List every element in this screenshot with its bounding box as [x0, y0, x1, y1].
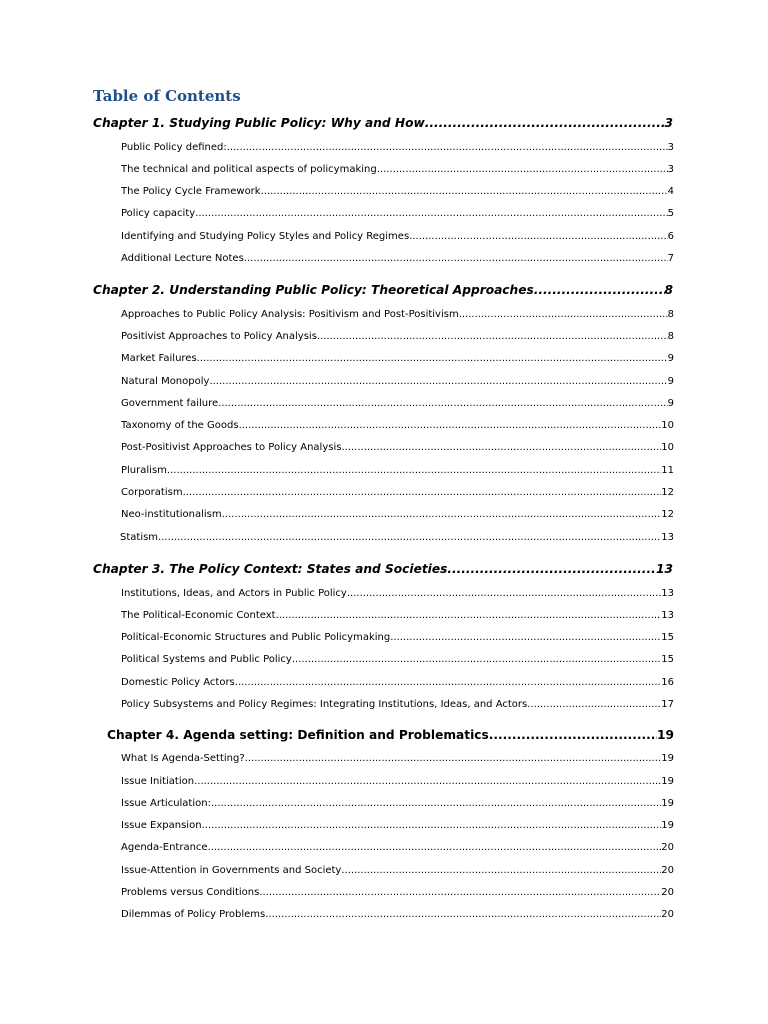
entry-label: Domestic Policy Actors [121, 677, 235, 688]
toc-entry[interactable] [121, 376, 674, 387]
dot-leader [347, 588, 661, 599]
entry-label: Issue Articulation: [121, 798, 211, 809]
entry-page: 8 [667, 331, 674, 342]
toc-entry[interactable] [121, 309, 674, 320]
dot-leader [245, 753, 662, 764]
toc-entry[interactable] [121, 331, 674, 342]
entry-page: 7 [667, 253, 674, 264]
toc-entry[interactable] [121, 798, 674, 809]
dot-leader [261, 186, 668, 197]
entry-page: 13 [661, 610, 674, 621]
chapter-page: 3 [664, 116, 673, 130]
dot-leader [341, 442, 661, 453]
toc-entry[interactable] [121, 909, 674, 920]
entry-page: 15 [661, 632, 674, 643]
entry-label: The technical and political aspects of policymaking [121, 164, 377, 175]
dot-leader [167, 465, 661, 476]
dot-leader [208, 842, 662, 853]
toc-entry[interactable] [121, 231, 674, 242]
entry-label: Agenda-Entrance [121, 842, 208, 853]
toc-chapter-4[interactable] [107, 728, 674, 742]
entry-label: Problems versus Conditions [121, 887, 260, 898]
entry-label: Policy Subsystems and Policy Regimes: Integrating Institutions, Ideas, and Actors [121, 699, 528, 710]
entry-label: Government failure [121, 398, 219, 409]
entry-page: 19 [661, 798, 674, 809]
dot-leader [194, 776, 661, 787]
entry-page: 10 [661, 442, 674, 453]
toc-entry[interactable] [121, 142, 674, 153]
chapter-label: Chapter 2. Understanding Public Policy: Theoretical Approaches [93, 283, 534, 297]
entry-page: 19 [661, 820, 674, 831]
dot-leader [459, 309, 668, 320]
entry-page: 16 [661, 677, 674, 688]
entry-page: 20 [661, 842, 674, 853]
dot-leader [227, 142, 668, 153]
entry-page: 9 [667, 353, 674, 364]
chapter-page: 19 [657, 728, 674, 742]
entry-page: 12 [661, 487, 674, 498]
entry-page: 10 [661, 420, 674, 431]
entry-label: Market Failures [121, 353, 197, 364]
toc-entry[interactable] [121, 753, 674, 764]
dot-leader [239, 420, 662, 431]
entry-label: Additional Lecture Notes [121, 253, 244, 264]
entry-label: The Political-Economic Context [121, 610, 276, 621]
dot-leader [276, 610, 662, 621]
entry-label: Public Policy defined: [121, 142, 227, 153]
dot-leader [183, 487, 662, 498]
entry-page: 4 [667, 186, 674, 197]
toc-entry[interactable] [121, 208, 674, 219]
toc-chapter-2[interactable] [93, 283, 673, 297]
entry-page: 19 [661, 776, 674, 787]
entry-page: 3 [667, 164, 674, 175]
entry-page: 3 [667, 142, 674, 153]
entry-label: Neo-institutionalism [121, 509, 222, 520]
entry-page: 13 [661, 532, 674, 543]
entry-page: 19 [661, 753, 674, 764]
entry-page: 12 [661, 509, 674, 520]
entry-page: 11 [661, 465, 674, 476]
entry-label: Institutions, Ideas, and Actors in Public Policy [121, 588, 347, 599]
entry-page: 5 [667, 208, 674, 219]
toc-entry[interactable] [120, 532, 674, 543]
entry-label: Natural Monopoly [121, 376, 210, 387]
entry-page: 9 [667, 376, 674, 387]
entry-label: Dilemmas of Policy Problems [121, 909, 266, 920]
dot-leader [377, 164, 668, 175]
entry-label: Approaches to Public Policy Analysis: Positivism and Post-Positivism [121, 309, 459, 320]
entry-page: 8 [667, 309, 674, 320]
toc-entry[interactable] [121, 632, 674, 643]
toc-entry[interactable] [121, 186, 674, 197]
entry-page: 13 [661, 588, 674, 599]
toc-entry[interactable] [121, 610, 674, 621]
dot-leader [425, 116, 665, 130]
dot-leader [222, 509, 662, 520]
toc-chapter-1[interactable] [93, 116, 673, 130]
dot-leader [409, 231, 667, 242]
chapter-page: 13 [656, 562, 673, 576]
entry-label: Taxonomy of the Goods [121, 420, 239, 431]
toc-entry[interactable] [121, 164, 674, 175]
entry-label: Issue Expansion [121, 820, 202, 831]
dot-leader [202, 820, 662, 831]
dot-leader [341, 865, 661, 876]
dot-leader [447, 562, 656, 576]
chapter-label: Chapter 1. Studying Public Policy: Why and How [93, 116, 425, 130]
toc-entry[interactable] [121, 842, 674, 853]
dot-leader [197, 353, 668, 364]
entry-page: 9 [667, 398, 674, 409]
chapter-page: 8 [664, 283, 673, 297]
dot-leader [259, 887, 661, 898]
dot-leader [527, 699, 661, 710]
entry-label: Corporatism [121, 487, 183, 498]
toc-entry[interactable] [121, 253, 674, 264]
toc-entry[interactable] [121, 677, 674, 688]
toc-entry[interactable] [121, 398, 674, 409]
toc-entry[interactable] [121, 776, 674, 787]
toc-entry[interactable] [121, 887, 674, 898]
dot-leader [244, 253, 668, 264]
toc-entry[interactable] [121, 654, 674, 665]
entry-page: 15 [661, 654, 674, 665]
dot-leader [317, 331, 668, 342]
dot-leader [292, 654, 661, 665]
entry-page: 20 [661, 865, 674, 876]
dot-leader [158, 532, 661, 543]
entry-label: The Policy Cycle Framework [121, 186, 261, 197]
dot-leader [211, 798, 661, 809]
toc-entry[interactable] [121, 699, 674, 710]
entry-label: Pluralism [121, 465, 167, 476]
entry-page: 20 [661, 887, 674, 898]
toc-entry[interactable] [121, 509, 674, 520]
dot-leader [218, 398, 667, 409]
chapter-label: Chapter 3. The Policy Context: States and Societies [93, 562, 448, 576]
toc-chapter-3[interactable] [93, 562, 673, 576]
entry-page: 6 [667, 231, 674, 242]
entry-label: Positivist Approaches to Policy Analysis [121, 331, 317, 342]
entry-label: Political Systems and Public Policy [121, 654, 292, 665]
entry-label: What Is Agenda-Setting? [121, 753, 245, 764]
entry-label: Post-Positivist Approaches to Policy Analysis [121, 442, 342, 453]
toc-entry[interactable] [121, 465, 674, 476]
dot-leader [235, 677, 662, 688]
dot-leader [209, 376, 667, 387]
dot-leader [390, 632, 661, 643]
dot-leader [265, 909, 661, 920]
entry-label: Issue-Attention in Governments and Society [121, 865, 342, 876]
toc-entry[interactable] [121, 588, 674, 599]
entry-label: Statism [120, 532, 159, 543]
toc-entry[interactable] [121, 420, 674, 431]
toc-entry[interactable] [121, 487, 674, 498]
entry-label: Issue Initiation [121, 776, 195, 787]
entry-page: 17 [661, 699, 674, 710]
entry-page: 20 [661, 909, 674, 920]
dot-leader [195, 208, 667, 219]
toc-entry[interactable] [121, 865, 674, 876]
toc-entry[interactable] [121, 442, 674, 453]
chapter-label: Chapter 4. Agenda setting: Definition and Problematics [107, 728, 489, 742]
toc-title: Table of Contents [93, 87, 241, 105]
dot-leader [534, 283, 665, 297]
toc-entry[interactable] [121, 820, 674, 831]
entry-label: Identifying and Studying Policy Styles and Policy Regimes [121, 231, 410, 242]
toc-entry[interactable] [121, 353, 674, 364]
entry-label: Policy capacity [121, 208, 196, 219]
entry-label: Political-Economic Structures and Public Policymaking [121, 632, 391, 643]
dot-leader [489, 728, 657, 742]
